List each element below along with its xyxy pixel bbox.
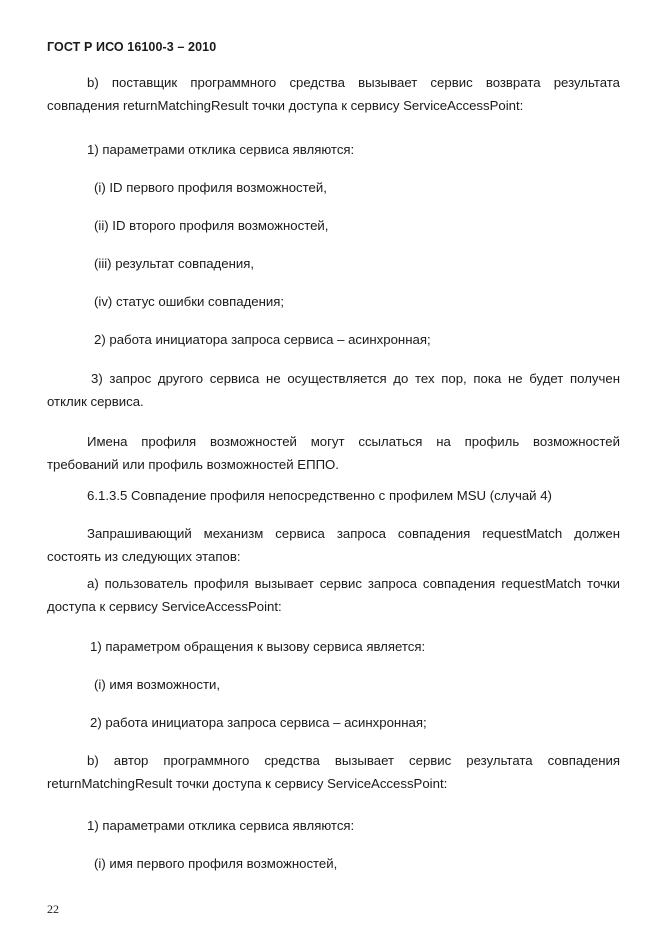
list-item-second-profile-id: (ii) ID второго профиля возможностей,	[94, 218, 329, 233]
paragraph-b-author: b) автор программного средства вызывает сервис результата совпадения returnMatchingResult точки доступа к сервису ServiceAccessPoint:	[47, 753, 620, 791]
list-item-first-profile-name: (i) имя первого профиля возможностей,	[94, 856, 338, 871]
paragraph-profile-names: Имена профиля возможностей могут ссылаться на профиль возможностей требований или профиль возможностей ЕППО.	[47, 434, 620, 472]
list-item-async-initiator-2: 2) работа инициатора запроса сервиса – асинхронная;	[90, 715, 427, 730]
list-item-call-params: 1) параметром обращения к вызову сервиса является:	[90, 639, 426, 654]
list-item-response-params-2: 1) параметрами отклика сервиса являются:	[87, 818, 355, 833]
paragraph-b-supplier: b) поставщик программного средства вызывает сервис возврата результата совпадения returnMatchingResult точки доступа к сервису ServiceAccessPoint:	[47, 75, 620, 113]
list-item-no-other-service: 3) запрос другого сервиса не осуществляется до тех пор, пока не будет получен отклик сервиса.	[47, 371, 620, 409]
paragraph-a-user-invokes: а) пользователь профиля вызывает сервис запроса совпадения requestMatch точки доступа к сервису ServiceAccessPoint:	[47, 576, 620, 614]
list-item-match-result: (iii) результат совпадения,	[94, 256, 255, 271]
list-item-async-initiator: 2) работа инициатора запроса сервиса – асинхронная;	[94, 332, 431, 347]
section-heading-6-1-3-5: 6.1.3.5 Совпадение профиля непосредственно с профилем MSU (случай 4)	[87, 488, 552, 503]
paragraph-request-mechanism: Запрашивающий механизм сервиса запроса совпадения requestMatch должен состоять из следующих этапов:	[47, 526, 620, 564]
list-item-first-profile-id: (i) ID первого профиля возможностей,	[94, 180, 327, 195]
list-item-error-status: (iv) статус ошибки совпадения;	[94, 294, 285, 309]
list-item-response-params: 1) параметрами отклика сервиса являются:	[87, 142, 355, 157]
page-number: 22	[47, 902, 59, 916]
document-header: ГОСТ Р ИСО 16100-3 – 2010	[47, 40, 217, 54]
list-item-capability-name: (i) имя возможности,	[94, 677, 221, 692]
